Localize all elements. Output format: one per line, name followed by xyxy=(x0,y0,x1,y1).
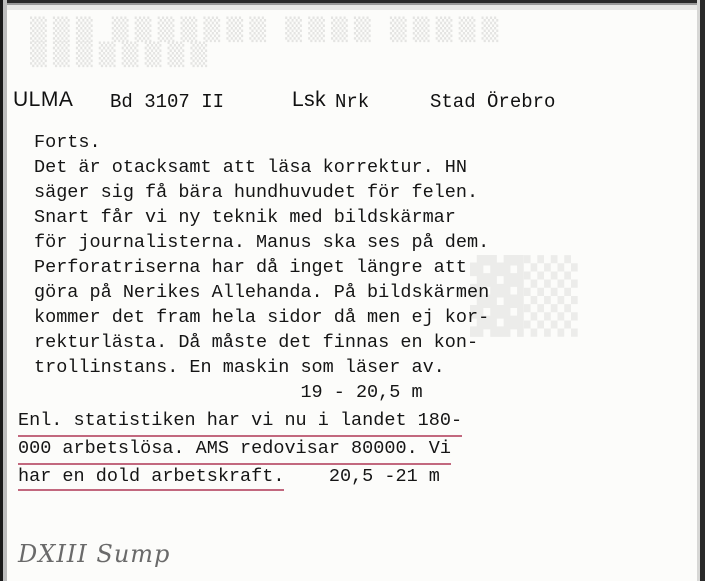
card-header xyxy=(13,88,693,118)
body-line: Det är otacksamt att läsa korrektur. HN xyxy=(34,157,467,178)
body-line: Perforatriserna har då inget längre att xyxy=(34,257,467,278)
card-right-edge xyxy=(697,0,705,581)
body-line: kommer det fram hela sidor då men ej kor- xyxy=(34,307,490,328)
lsk-value: Nrk xyxy=(335,91,370,113)
time-marker-line: 19 - 20,5 m xyxy=(34,382,423,403)
underlined-line: Enl. statistiken har vi nu i landet 180- xyxy=(18,409,462,437)
underlined-line: 000 arbetslösa. AMS redovisar 80000. Vi xyxy=(18,437,451,465)
card-top-edge xyxy=(0,0,705,10)
handwritten-annotation: DXIII Sump xyxy=(18,540,171,568)
body-line: trollinstans. En maskin som läser av. xyxy=(34,357,445,378)
underlined-line-with-time xyxy=(18,465,440,489)
time-marker: 20,5 -21 m xyxy=(284,466,440,487)
body-line: Forts. xyxy=(34,132,101,153)
archive-code: ULMA xyxy=(13,88,74,111)
body-line: rekturlästa. Då måste det finnas en kon- xyxy=(34,332,479,353)
body-line: göra på Nerikes Allehanda. På bildskärmen xyxy=(34,282,490,303)
body-line: för journalisterna. Manus ska ses på dem. xyxy=(34,232,490,253)
body-line: Snart får vi ny teknik med bildskärmar xyxy=(34,207,456,228)
card-left-edge xyxy=(0,0,7,581)
volume-reference: Bd 3107 II xyxy=(110,91,225,113)
lsk-label: Lsk xyxy=(292,88,327,111)
underlined-segment: har en dold arbetskraft. xyxy=(18,466,284,491)
show-through-shadow: ▒▒▒ ▒▒▒▒▒▒▒ ▒▒▒▒ ▒▒▒▒▒ ▒▒▒▒▒▒▒▒ xyxy=(30,18,505,68)
body-line: säger sig få bära hundhuvudet för felen. xyxy=(34,182,479,203)
show-through-shadow-right: ▓▒ xyxy=(470,255,578,337)
place-name: Stad Örebro xyxy=(430,91,556,113)
